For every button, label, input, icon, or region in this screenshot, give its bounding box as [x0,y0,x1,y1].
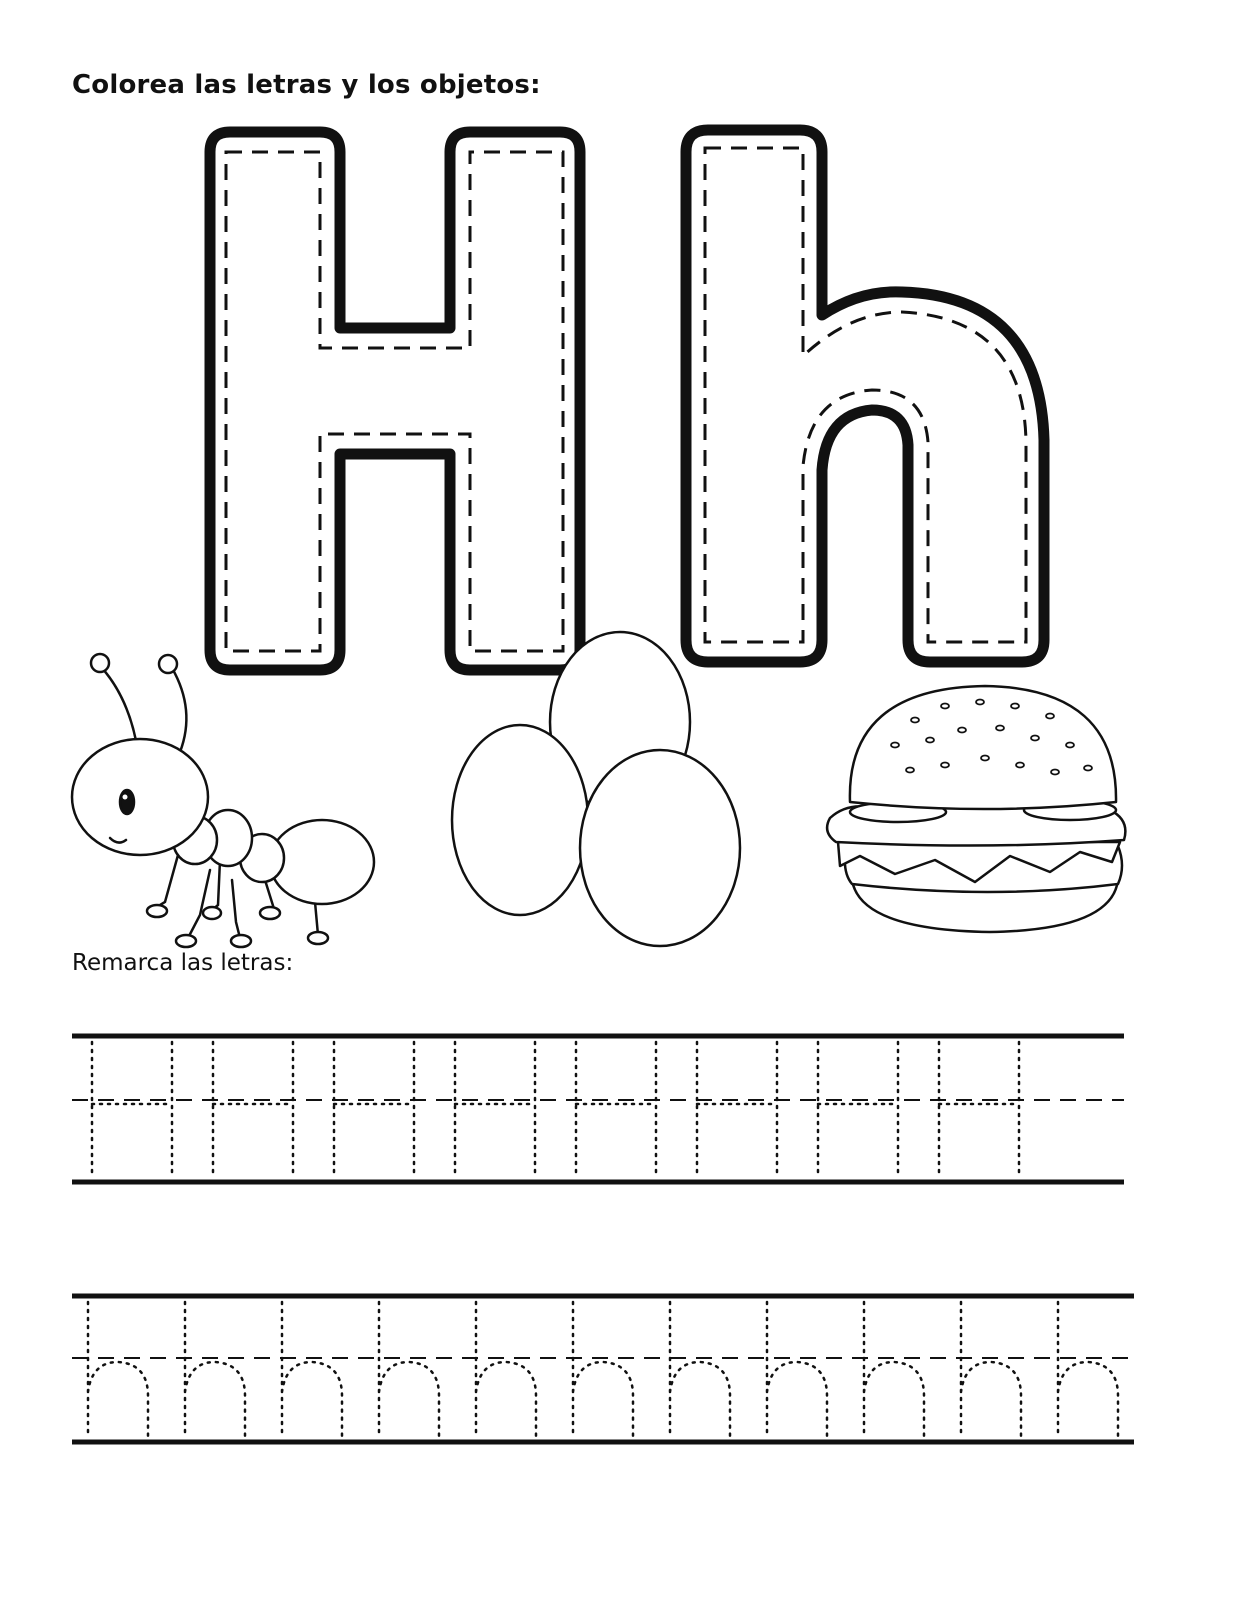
trace-letter-lowercase[interactable] [573,1302,633,1436]
big-lowercase-letter-outline[interactable] [686,130,1044,662]
trace-letter-uppercase[interactable] [939,1042,1019,1178]
worksheet-title: Colorea las letras y los objetos: [72,70,541,100]
trace-letter-lowercase[interactable] [282,1302,342,1436]
trace-letter-uppercase[interactable] [818,1042,898,1178]
trace-letter-lowercase[interactable] [864,1302,924,1436]
trace-letter-lowercase[interactable] [670,1302,730,1436]
trace-instruction: Remarca las letras: [72,950,294,976]
trace-letter-uppercase[interactable] [334,1042,414,1178]
trace-row-uppercase[interactable] [72,1036,1124,1182]
trace-letter-uppercase[interactable] [455,1042,535,1178]
trace-letter-lowercase[interactable] [88,1302,148,1436]
trace-letter-lowercase[interactable] [185,1302,245,1436]
trace-letter-uppercase[interactable] [213,1042,293,1178]
trace-letter-uppercase[interactable] [92,1042,172,1178]
hamburger-icon [827,686,1125,932]
trace-letter-lowercase[interactable] [961,1302,1021,1436]
eggs-icon [452,632,740,946]
trace-row-lowercase[interactable] [72,1296,1134,1442]
trace-letter-lowercase[interactable] [767,1302,827,1436]
trace-letter-uppercase[interactable] [576,1042,656,1178]
trace-letter-lowercase[interactable] [379,1302,439,1436]
ant-icon [72,654,374,947]
trace-letter-uppercase[interactable] [697,1042,777,1178]
big-uppercase-letter-outline[interactable] [210,132,580,670]
trace-letter-lowercase[interactable] [1058,1302,1118,1436]
trace-letter-lowercase[interactable] [476,1302,536,1436]
